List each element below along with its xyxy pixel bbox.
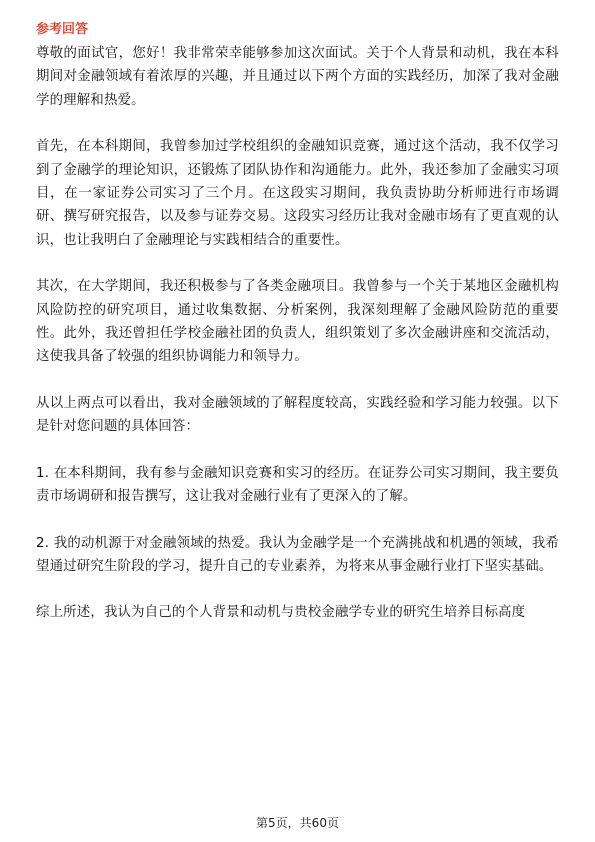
section-title: 参考回答: [36, 22, 89, 37]
paragraph-answer-1: 1. 在本科期间，我有参与金融知识竞赛和实习的经历。在证券公司实习期间，我主要负责市场调研和报告撰写，这让我对金融行业有了更深入的了解。: [36, 465, 559, 505]
paragraph-conclusion: 综上所述，我认为自己的个人背景和动机与贵校金融学专业的研究生培养目标高度: [36, 605, 526, 621]
page-content: [36, 20, 559, 648]
paragraph-summary: 从以上两点可以看出，我对金融领域的了解程度较高，实践经验和学习能力较强。以下是针对您问题的具体回答：: [36, 395, 559, 435]
paragraph-first-point: 首先，在本科期间，我曾参加过学校组织的金融知识竞赛，通过这个活动，我不仅学习到了金融学的理论知识，还锻炼了团队协作和沟通能力。此外，我还参加了金融实习项目，在一家证券公司实习了三个月。在这段实习期间，我负责协助分析师进行市场调研、撰写研究报告，以及参与证券交易。这段实习经历让我对金融市场有了更直观的认识，也让我明白了金融理论与实践相结合的重要性。: [36, 139, 559, 248]
paragraph-answer-2: 2. 我的动机源于对金融领域的热爱。我认为金融学是一个充满挑战和机遇的领域，我希望通过研究生阶段的学习，提升自己的专业素养，为将来从事金融行业打下坚实基础。: [36, 535, 559, 574]
paragraph-second-point: 其次，在大学期间，我还积极参与了各类金融项目。我曾参与一个关于某地区金融机构风险防控的研究项目，通过收集数据、分析案例，我深刻理解了金融风险防范的重要性。此外，我还曾担任学校金融社团的负责人，组织策划了多次金融讲座和交流活动，这使我具备了较强的组织协调能力和领导力。: [36, 279, 559, 365]
paragraph-greeting: 尊敬的面试官，您好！我非常荣幸能够参加这次面试。关于个人背景和动机，我在本科期间对金融领域有着浓厚的兴趣，并且通过以下两个方面的实践经历，加深了我对金融学的理解和热爱。: [36, 46, 559, 108]
page-number: 第5页，共60页: [256, 816, 339, 830]
